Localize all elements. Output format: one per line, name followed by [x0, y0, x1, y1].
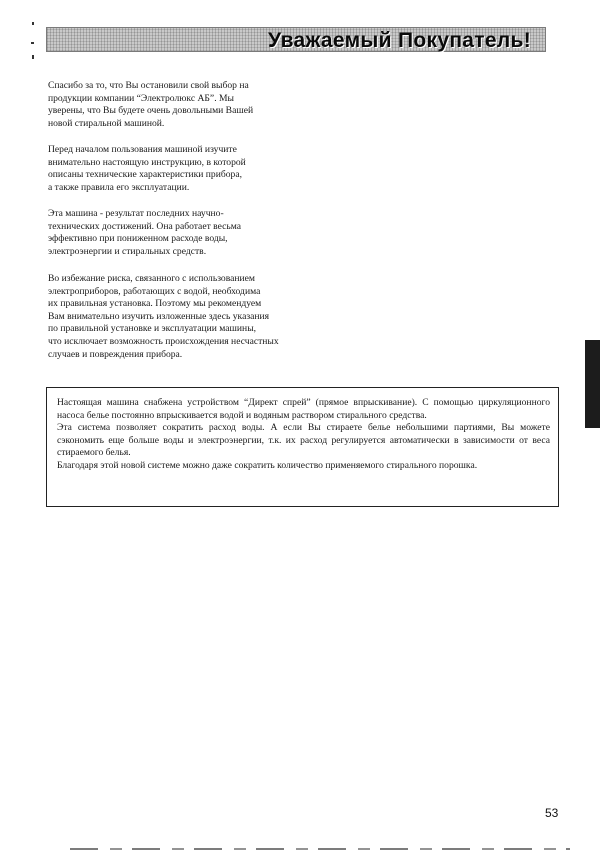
text-line: уверены, что Вы будете очень довольными Вашей — [48, 105, 254, 117]
text-line: а также правила его эксплуатации. — [48, 181, 190, 193]
text-line: по правильной установке и эксплуатации машины, — [48, 323, 257, 335]
bottom-scan-rule — [70, 848, 570, 850]
text-line: технических достижений. Она работает весьма — [48, 220, 242, 232]
text-line: электроэнергии и стиральных средств. — [48, 245, 207, 257]
intro-paragraph-read-manual — [48, 144, 348, 194]
intro-paragraph-thanks — [48, 80, 348, 130]
header-banner — [46, 27, 546, 52]
info-paragraph: Благодаря этой новой системе можно даже сократить количество применяемого стирального порошка. — [57, 459, 478, 471]
scan-margin-marks — [30, 22, 36, 62]
info-paragraph: Эта система позволяет сократить расход воды. А если Вы стираете белье небольшими партиями, Вы можете сэкономить еще больше воды и электроэнергии, т.к. их расход регулируется автоматически в зависимости от веса стираемого белья. — [57, 422, 550, 459]
text-line: эффективно при пониженном расходе воды, — [48, 233, 228, 245]
section-edge-tab — [585, 340, 600, 428]
intro-paragraph-efficiency — [48, 208, 348, 258]
intro-paragraph-safety — [48, 273, 348, 361]
text-line: Вам внимательно изучить изложенные здесь указания — [48, 310, 270, 322]
text-line: продукции компании “Электролюкс АБ”. Мы — [48, 92, 234, 104]
text-line: Во избежание риска, связанного с использованием — [48, 273, 255, 284]
text-line: внимательно настоящую инструкцию, в которой — [48, 156, 246, 168]
text-line: их правильная установка. Поэтому мы рекомендуем — [48, 298, 262, 310]
info-paragraph: Настоящая машина снабжена устройством “Директ спрей” (прямое впрыскивание). С помощью циркуляционного насоса белье постоянно впрыскивается водой и водяным раствором стирального средства. — [57, 397, 550, 421]
text-line: новой стиральной машиной. — [48, 117, 165, 129]
text-line: Спасибо за то, что Вы остановили свой выбор на — [48, 80, 249, 91]
text-line: случаев и повреждения прибора. — [48, 348, 183, 360]
text-line: Перед началом пользования машиной изучите — [48, 144, 237, 155]
page-number: 53 — [545, 806, 559, 820]
text-line: что исключает возможность происхождения несчастных — [48, 335, 279, 347]
text-line: описаны технические характеристики прибора, — [48, 169, 242, 181]
text-line: Эта машина - результат последних научно- — [48, 208, 224, 219]
direct-spray-info-box — [46, 387, 559, 507]
page-title: Уважаемый Покупатель! — [268, 29, 531, 52]
text-line: электроприборов, работающих с водой, необходима — [48, 285, 261, 297]
